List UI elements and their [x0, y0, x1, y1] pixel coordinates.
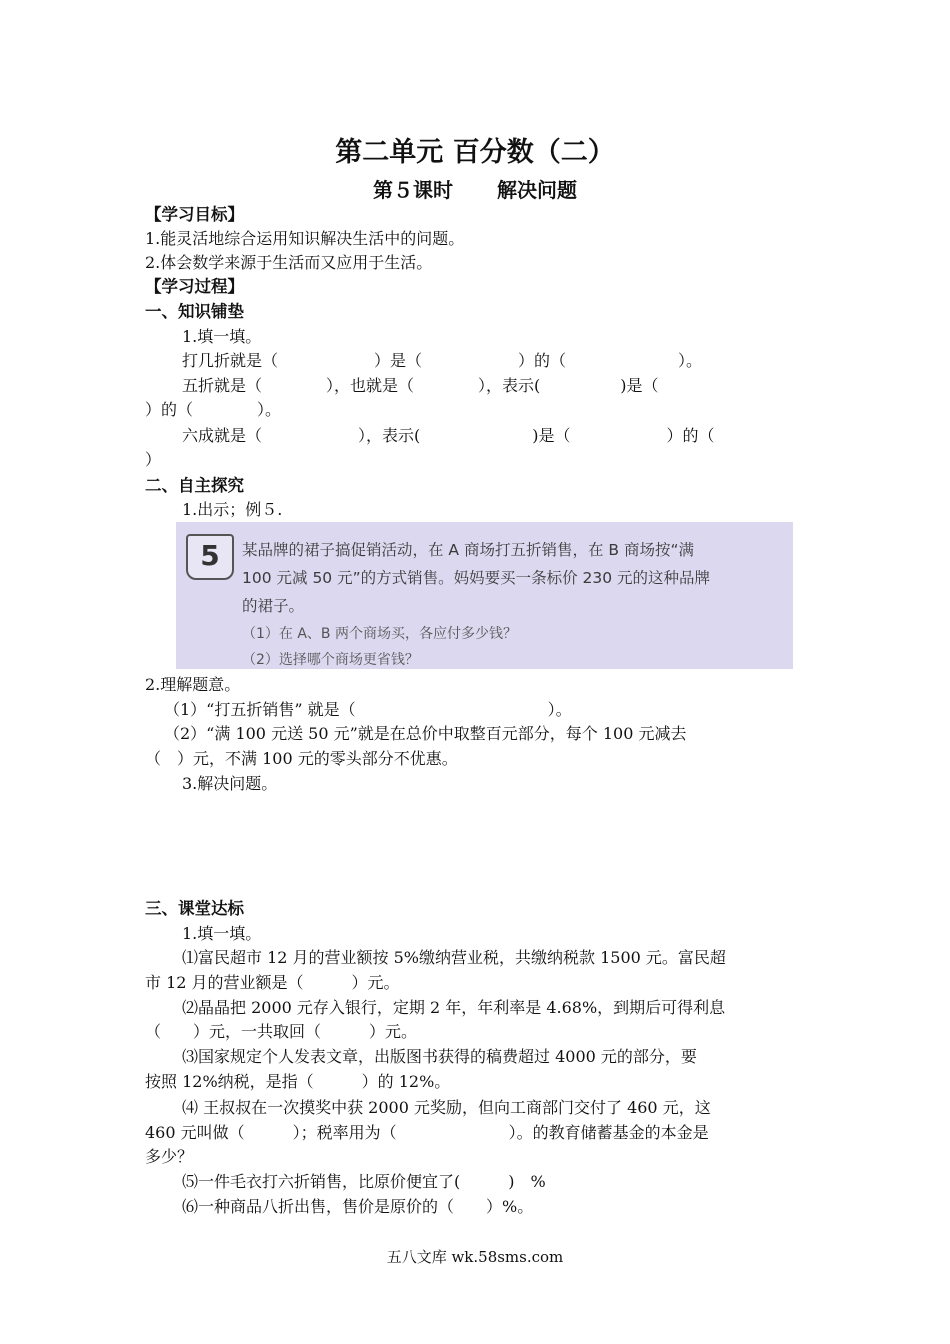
question-2-cont: （ ）元，一共取回（ ）元。: [145, 1022, 418, 1041]
lesson-number: 第５课时: [373, 178, 453, 202]
section3-heading: 三、课堂达标: [145, 899, 244, 918]
question-2: ⑵晶晶把 2000 元存入银行，定期 2 年，年利率是 4.68%，到期后可得利息: [182, 998, 726, 1017]
example-text-line-1: 某品牌的裙子搞促销活动，在 A 商场打五折销售，在 B 商场按“满: [242, 541, 694, 559]
section1-line-2-cont: ）的（ ）。: [145, 400, 282, 419]
page-title: 第二单元 百分数（二）: [335, 137, 615, 168]
section2-heading: 二、自主探究: [145, 476, 244, 495]
section1-sub: 1.填一填。: [182, 327, 262, 346]
example-question-2: （2）选择哪个商场更省钱？: [242, 652, 419, 668]
example-text-line-2: 100 元减 50 元”的方式销售。妈妈要买一条标价 230 元的这种品牌: [242, 569, 711, 587]
understand-item-1: （1）“打五折销售” 就是（ ）。: [164, 700, 572, 719]
solve-heading: 3.解决问题。: [182, 774, 278, 793]
question-1: ⑴富民超市 12 月的营业额按 5%缴纳营业税，共缴纳税款 1500 元。富民超: [182, 948, 726, 967]
page-footer: 五八文库 wk.58sms.com: [386, 1248, 564, 1266]
section2-sub: 1.出示；例５.: [182, 500, 283, 519]
question-3: ⑶国家规定个人发表文章，出版图书获得的稿费超过 4000 元的部分，要: [182, 1047, 697, 1066]
question-4: ⑷ 王叔叔在一次摸奖中获 2000 元奖励，但向工商部门交付了 460 元，这: [182, 1098, 711, 1117]
example-question-1: （1）在 A、B 两个商场买，各应付多少钱？: [242, 626, 517, 642]
lesson-topic: 解决问题: [497, 178, 577, 202]
understand-item-2: （2）“满 100 元送 50 元”就是在总价中取整百元部分，每个 100 元减去: [164, 724, 687, 743]
section1-line-3-cont: ）: [145, 450, 162, 469]
question-1-cont: 市 12 月的营业额是（ ）元。: [145, 973, 400, 992]
question-6: ⑹一种商品八折出售，售价是原价的（ ）%。: [182, 1197, 534, 1216]
understand-heading: 2.理解题意。: [145, 675, 241, 694]
section1-heading: 一、知识铺垫: [145, 302, 244, 321]
goal-item-2: 2.体会数学来源于生活而又应用于生活。: [145, 253, 433, 272]
question-5: ⑸一件毛衣打六折销售，比原价便宜了( ) %: [182, 1172, 546, 1191]
section1-line-1: 打几折就是（ ）是（ ）的（ ）。: [182, 351, 703, 370]
question-4-cont-2: 多少？: [145, 1147, 194, 1166]
section1-line-2: 五折就是（ ），也就是（ ），表示( )是（: [182, 376, 659, 395]
goals-heading: 【学习目标】: [145, 205, 244, 224]
question-4-cont: 460 元叫做（ ）；税率用为（ ）。的教育储蓄基金的本金是: [145, 1123, 709, 1142]
question-3-cont: 按照 12%纳税，是指（ ）的 12%。: [145, 1072, 451, 1091]
lesson-subtitle: [0, 174, 950, 203]
example-text-line-3: 的裙子。: [242, 597, 305, 615]
section3-sub: 1.填一填。: [182, 924, 262, 943]
example-number-badge: 5: [186, 534, 234, 580]
process-heading: 【学习过程】: [145, 277, 244, 296]
section1-line-3: 六成就是（ ），表示( )是（ ）的（: [182, 426, 715, 445]
understand-item-2-cont: （ ）元，不满 100 元的零头部分不优惠。: [145, 749, 458, 768]
goal-item-1: 1.能灵活地综合运用知识解决生活中的问题。: [145, 229, 465, 248]
example-image: [176, 522, 793, 669]
